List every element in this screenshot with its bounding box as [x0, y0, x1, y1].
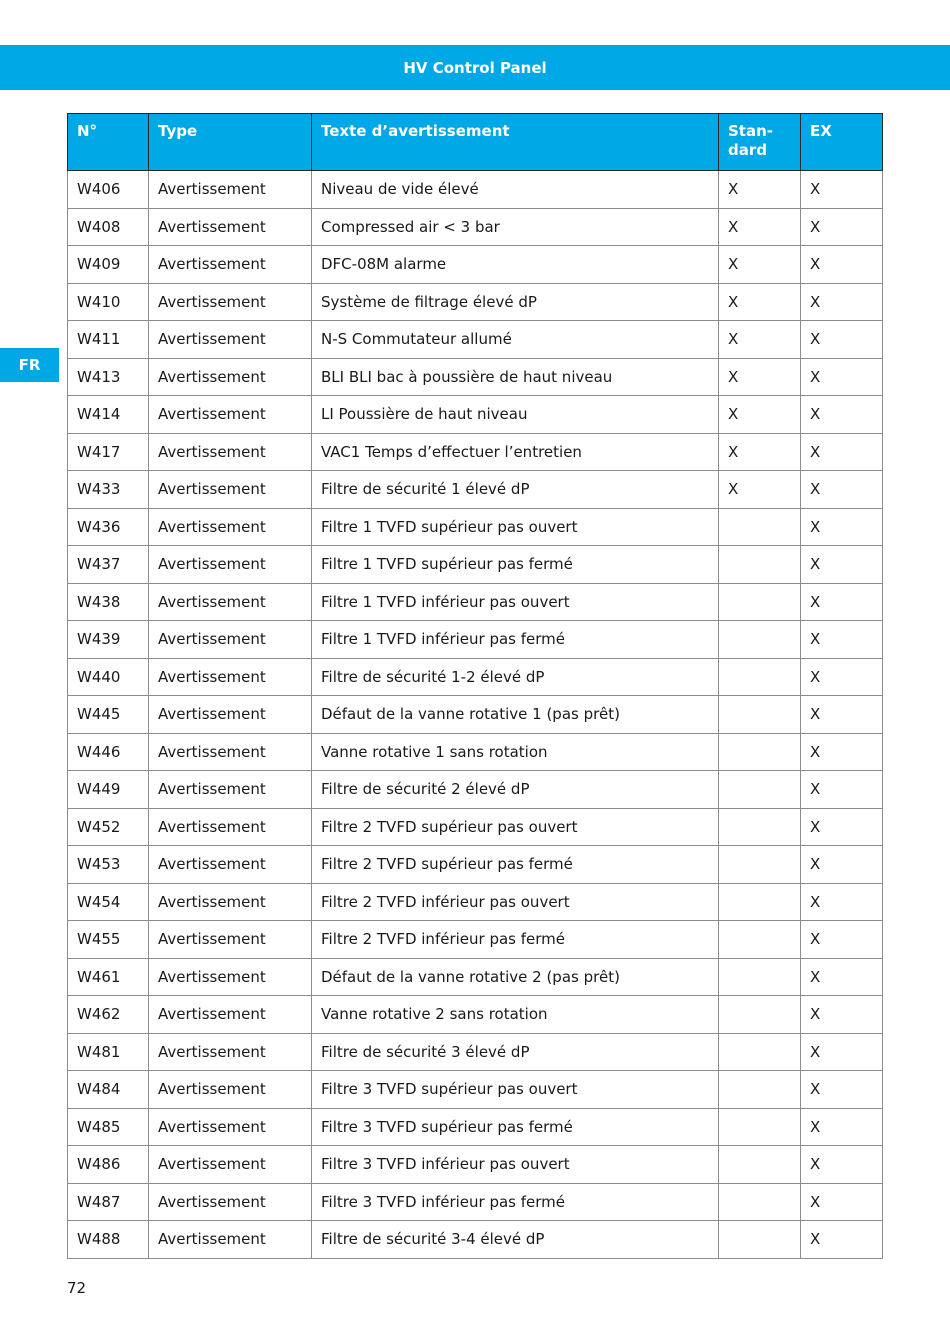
header-number: N°: [68, 114, 149, 171]
table-row: [68, 883, 883, 921]
cell-type: Avertissement: [149, 246, 312, 284]
cell-type: Avertissement: [149, 733, 312, 771]
table-row: [68, 771, 883, 809]
cell-ex: X: [801, 358, 883, 396]
table-row: [68, 283, 883, 321]
language-tab: [0, 348, 59, 382]
cell-warning-text: BLI BLI bac à poussière de haut niveau: [312, 358, 719, 396]
cell-type: Avertissement: [149, 396, 312, 434]
cell-number: W461: [68, 958, 149, 996]
cell-number: W462: [68, 996, 149, 1034]
table-row: [68, 208, 883, 246]
cell-standard: X: [719, 246, 801, 284]
cell-ex: X: [801, 283, 883, 321]
cell-number: W410: [68, 283, 149, 321]
document-title: HV Control Panel: [403, 58, 547, 77]
table-row: [68, 733, 883, 771]
cell-standard: [719, 1221, 801, 1259]
table-row: [68, 471, 883, 509]
cell-standard: X: [719, 358, 801, 396]
cell-type: Avertissement: [149, 433, 312, 471]
cell-standard: [719, 996, 801, 1034]
cell-warning-text: Filtre 2 TVFD inférieur pas fermé: [312, 921, 719, 959]
cell-warning-text: LI Poussière de haut niveau: [312, 396, 719, 434]
cell-number: W485: [68, 1108, 149, 1146]
cell-type: Avertissement: [149, 508, 312, 546]
cell-warning-text: Filtre 2 TVFD inférieur pas ouvert: [312, 883, 719, 921]
cell-ex: X: [801, 396, 883, 434]
cell-warning-text: Filtre 3 TVFD inférieur pas fermé: [312, 1183, 719, 1221]
cell-standard: X: [719, 283, 801, 321]
cell-type: Avertissement: [149, 846, 312, 884]
cell-type: Avertissement: [149, 958, 312, 996]
language-label: FR: [18, 356, 41, 374]
cell-standard: [719, 771, 801, 809]
cell-type: Avertissement: [149, 696, 312, 734]
cell-ex: X: [801, 1108, 883, 1146]
cell-number: W484: [68, 1071, 149, 1109]
document-header-banner: [0, 45, 950, 90]
cell-standard: X: [719, 171, 801, 209]
cell-standard: [719, 1033, 801, 1071]
cell-type: Avertissement: [149, 1183, 312, 1221]
cell-number: W408: [68, 208, 149, 246]
cell-number: W406: [68, 171, 149, 209]
warnings-table: [67, 113, 883, 1259]
table-row: [68, 433, 883, 471]
cell-number: W438: [68, 583, 149, 621]
cell-type: Avertissement: [149, 583, 312, 621]
table-row: [68, 508, 883, 546]
cell-standard: [719, 546, 801, 584]
cell-number: W455: [68, 921, 149, 959]
table-header-row: [68, 114, 883, 171]
cell-warning-text: Filtre 2 TVFD supérieur pas fermé: [312, 846, 719, 884]
table-row: [68, 996, 883, 1034]
cell-standard: [719, 696, 801, 734]
table-row: [68, 1183, 883, 1221]
cell-standard: X: [719, 321, 801, 359]
header-standard: [719, 114, 801, 171]
table-row: [68, 546, 883, 584]
cell-number: W413: [68, 358, 149, 396]
cell-type: Avertissement: [149, 1221, 312, 1259]
cell-type: Avertissement: [149, 471, 312, 509]
cell-standard: [719, 808, 801, 846]
cell-type: Avertissement: [149, 658, 312, 696]
cell-ex: X: [801, 621, 883, 659]
cell-ex: X: [801, 246, 883, 284]
cell-number: W440: [68, 658, 149, 696]
cell-standard: [719, 921, 801, 959]
page-number: 72: [67, 1279, 87, 1297]
table-row: [68, 583, 883, 621]
cell-ex: X: [801, 546, 883, 584]
cell-number: W488: [68, 1221, 149, 1259]
table-row: [68, 321, 883, 359]
cell-ex: X: [801, 846, 883, 884]
table-row: [68, 396, 883, 434]
cell-standard: [719, 508, 801, 546]
cell-ex: X: [801, 1033, 883, 1071]
cell-warning-text: Filtre de sécurité 1 élevé dP: [312, 471, 719, 509]
cell-ex: X: [801, 808, 883, 846]
cell-warning-text: Filtre de sécurité 3 élevé dP: [312, 1033, 719, 1071]
cell-type: Avertissement: [149, 808, 312, 846]
cell-number: W411: [68, 321, 149, 359]
cell-standard: [719, 883, 801, 921]
table-row: [68, 1033, 883, 1071]
cell-type: Avertissement: [149, 921, 312, 959]
cell-ex: X: [801, 958, 883, 996]
cell-standard: [719, 846, 801, 884]
cell-warning-text: DFC-08M alarme: [312, 246, 719, 284]
cell-ex: X: [801, 321, 883, 359]
cell-number: W436: [68, 508, 149, 546]
cell-number: W449: [68, 771, 149, 809]
cell-ex: X: [801, 433, 883, 471]
cell-warning-text: Filtre 3 TVFD inférieur pas ouvert: [312, 1146, 719, 1184]
table-row: [68, 246, 883, 284]
cell-standard: [719, 1146, 801, 1184]
cell-ex: X: [801, 471, 883, 509]
cell-ex: X: [801, 1183, 883, 1221]
cell-type: Avertissement: [149, 283, 312, 321]
table-row: [68, 621, 883, 659]
cell-number: W453: [68, 846, 149, 884]
table-row: [68, 958, 883, 996]
cell-number: W433: [68, 471, 149, 509]
table-row: [68, 1071, 883, 1109]
cell-ex: X: [801, 771, 883, 809]
cell-warning-text: Vanne rotative 2 sans rotation: [312, 996, 719, 1034]
cell-type: Avertissement: [149, 171, 312, 209]
table-row: [68, 171, 883, 209]
header-standard-line2: dard: [728, 141, 767, 159]
cell-warning-text: Filtre 1 TVFD inférieur pas ouvert: [312, 583, 719, 621]
cell-type: Avertissement: [149, 1033, 312, 1071]
cell-standard: [719, 583, 801, 621]
cell-type: Avertissement: [149, 321, 312, 359]
cell-ex: X: [801, 733, 883, 771]
cell-warning-text: Filtre de sécurité 3-4 élevé dP: [312, 1221, 719, 1259]
table-row: [68, 808, 883, 846]
header-standard-line1: Stan-: [728, 122, 773, 140]
table-row: [68, 1146, 883, 1184]
cell-number: W487: [68, 1183, 149, 1221]
cell-ex: X: [801, 883, 883, 921]
cell-ex: X: [801, 696, 883, 734]
cell-ex: X: [801, 1146, 883, 1184]
cell-warning-text: Filtre 1 TVFD inférieur pas fermé: [312, 621, 719, 659]
table-body: [68, 171, 883, 1259]
cell-type: Avertissement: [149, 1146, 312, 1184]
table-row: [68, 658, 883, 696]
cell-standard: X: [719, 433, 801, 471]
cell-type: Avertissement: [149, 1108, 312, 1146]
cell-warning-text: Vanne rotative 1 sans rotation: [312, 733, 719, 771]
cell-standard: [719, 1183, 801, 1221]
cell-warning-text: Filtre 3 TVFD supérieur pas fermé: [312, 1108, 719, 1146]
cell-warning-text: VAC1 Temps d’effectuer l’entretien: [312, 433, 719, 471]
cell-type: Avertissement: [149, 208, 312, 246]
cell-warning-text: Filtre de sécurité 2 élevé dP: [312, 771, 719, 809]
header-ex: EX: [801, 114, 883, 171]
cell-number: W445: [68, 696, 149, 734]
table-row: [68, 921, 883, 959]
cell-standard: [719, 733, 801, 771]
cell-number: W409: [68, 246, 149, 284]
cell-number: W414: [68, 396, 149, 434]
cell-type: Avertissement: [149, 996, 312, 1034]
table-row: [68, 696, 883, 734]
cell-number: W452: [68, 808, 149, 846]
cell-warning-text: Compressed air < 3 bar: [312, 208, 719, 246]
cell-warning-text: Défaut de la vanne rotative 1 (pas prêt): [312, 696, 719, 734]
cell-number: W446: [68, 733, 149, 771]
cell-standard: X: [719, 208, 801, 246]
cell-type: Avertissement: [149, 771, 312, 809]
cell-number: W437: [68, 546, 149, 584]
cell-warning-text: Niveau de vide élevé: [312, 171, 719, 209]
cell-number: W439: [68, 621, 149, 659]
cell-ex: X: [801, 208, 883, 246]
table-row: [68, 846, 883, 884]
table-row: [68, 1108, 883, 1146]
cell-ex: X: [801, 658, 883, 696]
cell-ex: X: [801, 583, 883, 621]
cell-ex: X: [801, 1221, 883, 1259]
cell-type: Avertissement: [149, 546, 312, 584]
cell-type: Avertissement: [149, 621, 312, 659]
cell-warning-text: Filtre 2 TVFD supérieur pas ouvert: [312, 808, 719, 846]
cell-ex: X: [801, 1071, 883, 1109]
cell-standard: [719, 621, 801, 659]
cell-warning-text: Défaut de la vanne rotative 2 (pas prêt): [312, 958, 719, 996]
header-type: Type: [149, 114, 312, 171]
cell-type: Avertissement: [149, 358, 312, 396]
cell-number: W481: [68, 1033, 149, 1071]
cell-warning-text: Système de filtrage élevé dP: [312, 283, 719, 321]
cell-standard: X: [719, 396, 801, 434]
cell-number: W486: [68, 1146, 149, 1184]
cell-type: Avertissement: [149, 1071, 312, 1109]
cell-standard: [719, 1071, 801, 1109]
cell-standard: [719, 958, 801, 996]
cell-warning-text: Filtre 1 TVFD supérieur pas ouvert: [312, 508, 719, 546]
cell-warning-text: Filtre de sécurité 1-2 élevé dP: [312, 658, 719, 696]
table-row: [68, 1221, 883, 1259]
cell-ex: X: [801, 508, 883, 546]
cell-standard: X: [719, 471, 801, 509]
cell-warning-text: Filtre 1 TVFD supérieur pas fermé: [312, 546, 719, 584]
cell-standard: [719, 658, 801, 696]
cell-standard: [719, 1108, 801, 1146]
cell-ex: X: [801, 996, 883, 1034]
cell-type: Avertissement: [149, 883, 312, 921]
cell-ex: X: [801, 171, 883, 209]
table-row: [68, 358, 883, 396]
cell-warning-text: N-S Commutateur allumé: [312, 321, 719, 359]
cell-ex: X: [801, 921, 883, 959]
header-warning-text: Texte d’avertissement: [312, 114, 719, 171]
cell-number: W417: [68, 433, 149, 471]
cell-number: W454: [68, 883, 149, 921]
cell-warning-text: Filtre 3 TVFD supérieur pas ouvert: [312, 1071, 719, 1109]
